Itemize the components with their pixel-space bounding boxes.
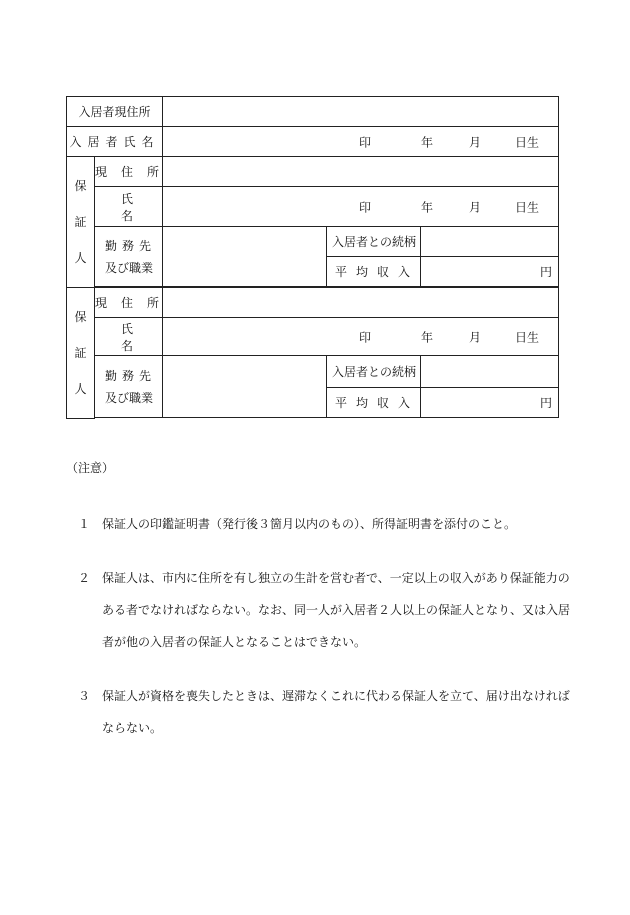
guarantor-2-name-row (67, 318, 559, 356)
month-label: 月 (469, 330, 482, 344)
yen-label: 円 (540, 396, 553, 410)
resident-address-row (67, 97, 559, 127)
year-label: 年 (421, 135, 434, 149)
notes-section (66, 458, 578, 744)
note-text: 保証人の印鑑証明書（発行後３箇月以内のもの）、所得証明書を添付のこと。 (102, 517, 517, 531)
year-label: 年 (421, 330, 434, 344)
resident-address-field[interactable] (163, 97, 559, 127)
resident-name-row (67, 127, 559, 157)
year-label: 年 (421, 200, 434, 214)
notes-title: （注意） (66, 461, 115, 475)
guarantor-1-name-row (67, 187, 559, 227)
guarantor-1-relation-row (67, 227, 559, 257)
guarantor-2-name-label: 氏名 (95, 318, 163, 356)
guarantor-2-address-row (67, 288, 559, 318)
guarantor-2-relation-field[interactable] (421, 356, 559, 388)
guarantor-2-address-label: 現住所 (95, 288, 163, 318)
guarantor-2-income-label: 平均収入 (327, 388, 421, 418)
guarantor-2-address-field[interactable] (163, 288, 559, 318)
guarantor-2-occupation-field[interactable] (163, 356, 327, 418)
guarantor-1-occupation-field[interactable] (163, 227, 327, 287)
yen-label: 円 (540, 265, 553, 279)
guarantor-1-income-label: 平均収入 (327, 257, 421, 287)
seal-mark: 印 (359, 200, 372, 214)
note-number: １ (78, 517, 91, 531)
guarantor-2-name-field[interactable] (163, 318, 559, 356)
month-label: 月 (469, 135, 482, 149)
seal-mark: 印 (359, 330, 372, 344)
guarantor-1-income-field[interactable] (421, 257, 559, 287)
resident-name-label: 入居者氏名 (67, 127, 163, 157)
note-number: ２ (78, 571, 91, 585)
guarantor-1-name-label: 氏名 (95, 187, 163, 227)
note-item-3 (66, 680, 578, 744)
month-label: 月 (469, 200, 482, 214)
note-item-1 (66, 508, 578, 540)
resident-name-field[interactable] (163, 127, 559, 157)
birth-label: 日生 (515, 330, 540, 344)
guarantor-1-address-label: 現住所 (95, 157, 163, 187)
guarantor-2-occupation-label: 勤務先 及び職業 (95, 356, 163, 418)
birth-label: 日生 (515, 135, 540, 149)
resident-address-label: 入居者現住所 (67, 97, 163, 127)
guarantor-1-address-field[interactable] (163, 157, 559, 187)
guarantor-1-name-field[interactable] (163, 187, 559, 227)
guarantor-form-table (66, 96, 559, 419)
seal-mark: 印 (359, 135, 372, 149)
note-text: 保証人は、市内に住所を有し独立の生計を営む者で、一定以上の収入があり保証能力のある者でなければならない。なお、同一人が入居者２人以上の保証人となり、又は入居者が他の入居者の保証人となることはできない。 (102, 571, 571, 649)
note-item-2 (66, 562, 578, 658)
note-text: 保証人が資格を喪失したときは、遅滞なくこれに代わる保証人を立て、届け出なければならない。 (102, 689, 570, 735)
birth-label: 日生 (515, 200, 540, 214)
guarantor-1-occupation-label: 勤務先 及び職業 (95, 227, 163, 287)
guarantor-1-address-row (67, 157, 559, 187)
guarantor-2-relation-row (67, 356, 559, 388)
guarantor-2-income-field[interactable] (421, 388, 559, 418)
guarantor-2-label: 保 証 人 (67, 288, 95, 419)
guarantor-2-relation-label: 入居者との続柄 (327, 356, 421, 388)
note-number: ３ (78, 689, 91, 703)
guarantor-1-relation-field[interactable] (421, 227, 559, 257)
guarantor-1-label: 保 証 人 (67, 157, 95, 288)
guarantor-1-relation-label: 入居者との続柄 (327, 227, 421, 257)
